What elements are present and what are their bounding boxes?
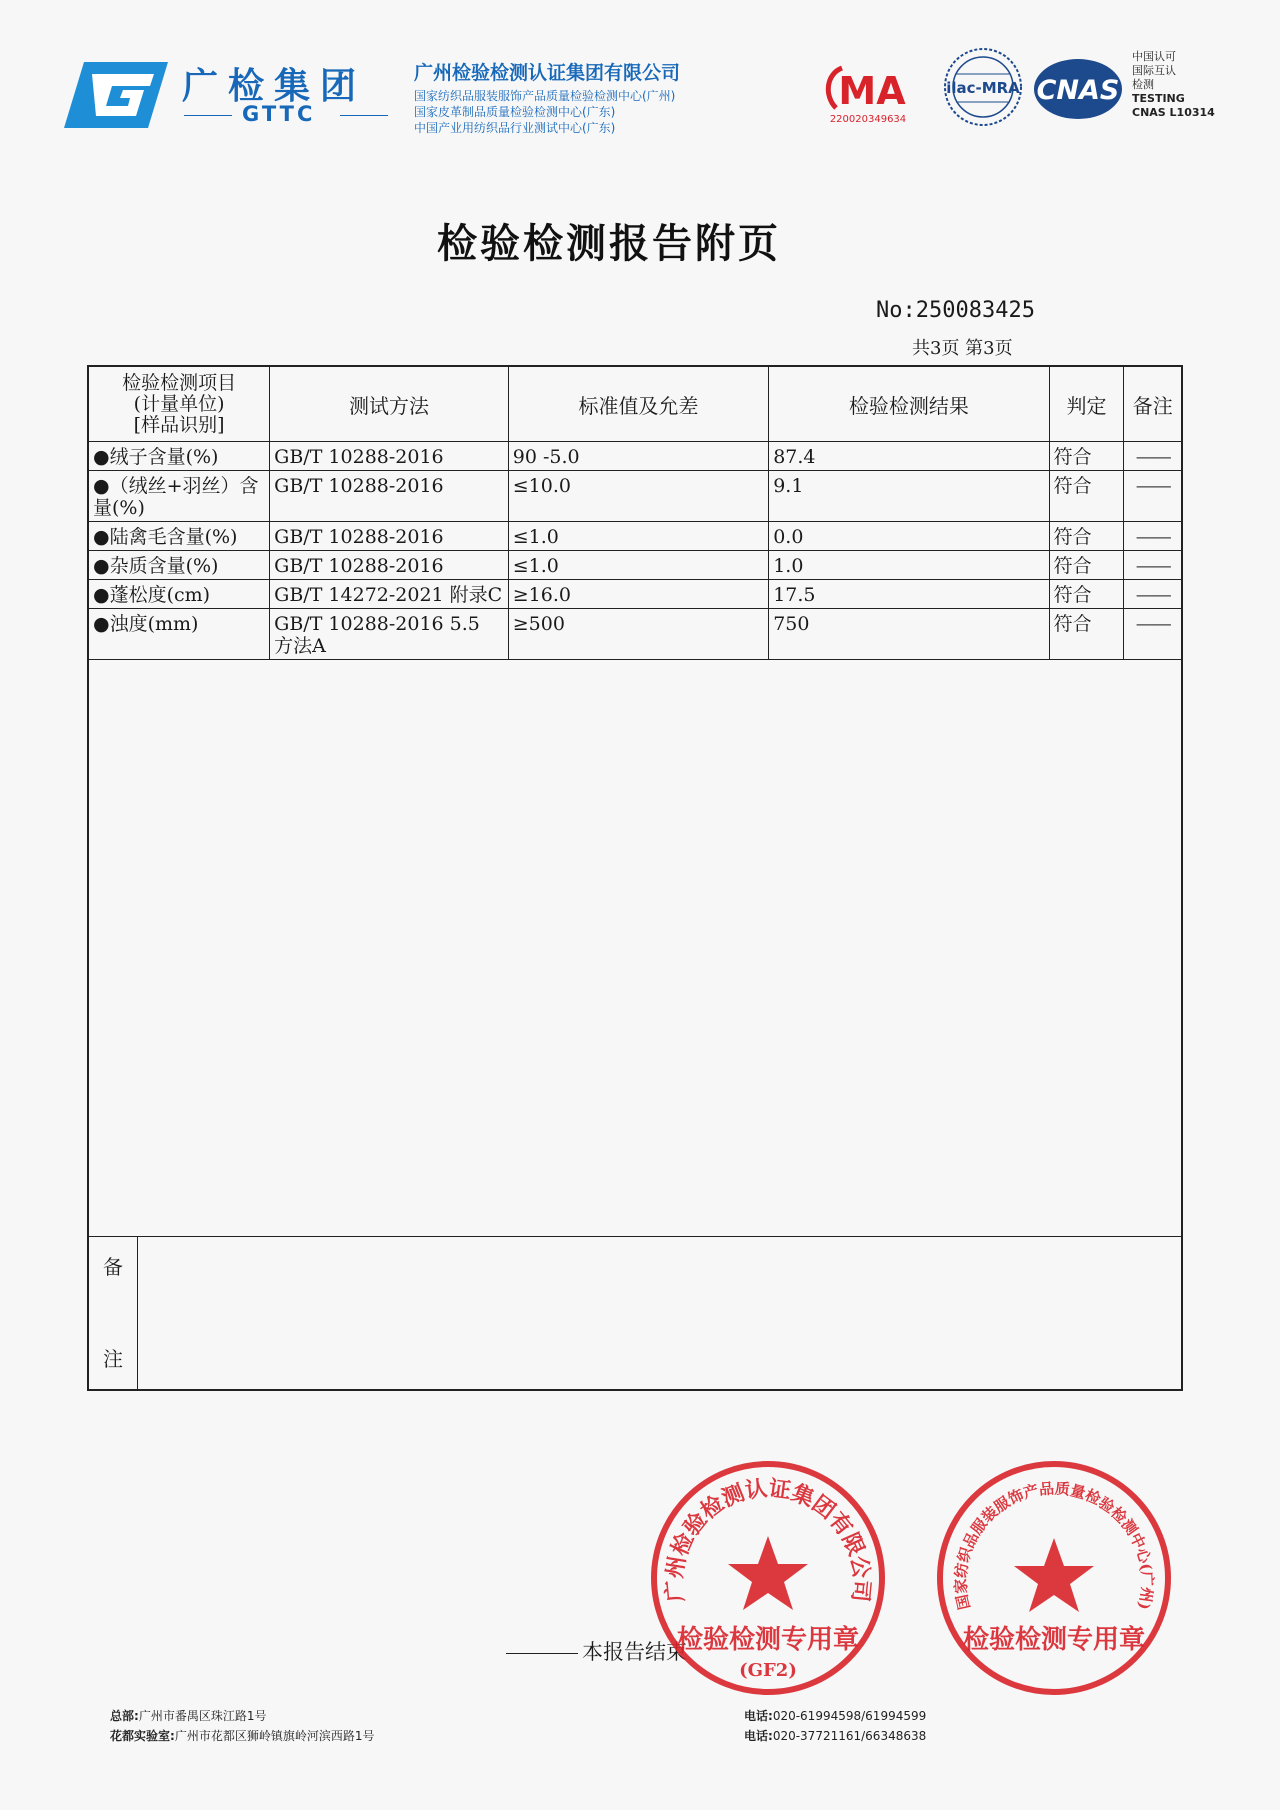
footer-hq — [110, 1706, 374, 1726]
cell-remark: —— — [1124, 609, 1182, 660]
stamp-2-star — [1014, 1538, 1094, 1612]
footer-phone-2-number: 020-37721161/66348638 — [772, 1729, 927, 1743]
cell-standard: 90 -5.0 — [508, 442, 768, 471]
notes-row — [88, 1237, 1182, 1391]
brand-name-cn: 广检集团 — [182, 66, 367, 107]
cell-standard: ≤1.0 — [508, 522, 768, 551]
company-sub-2: 国家皮革制品质量检验检测中心(广东) — [414, 105, 616, 119]
gttc-logo-icon — [62, 58, 170, 132]
cell-result: 9.1 — [769, 471, 1049, 522]
footer-huadu-address: 广州市花都区狮岭镇旗岭河滨西路1号 — [174, 1729, 375, 1743]
company-sub-1: 国家纺织品服装服饰产品质量检验检测中心(广州) — [414, 89, 676, 103]
footer-phone-label-1: 电话: — [744, 1709, 773, 1723]
cell-standard: ≤10.0 — [508, 471, 768, 522]
cert-line-1: 中国认可 — [1132, 50, 1176, 63]
header-item-line-3: [样品识别] — [133, 413, 225, 436]
cma-mark-icon — [818, 60, 918, 126]
brand-rule-left — [184, 115, 232, 116]
cell-method: GB/T 10288-2016 — [270, 522, 509, 551]
cell-result: 0.0 — [769, 522, 1049, 551]
table-row — [88, 471, 1182, 522]
header-method: 测试方法 — [270, 366, 509, 442]
cell-standard: ≤1.0 — [508, 551, 768, 580]
notes-label-top: 备 — [103, 1255, 123, 1279]
cell-method: GB/T 10288-2016 — [270, 551, 509, 580]
cell-item: ●（绒丝+羽丝）含量(%) — [88, 471, 270, 522]
header-standard: 标准值及允差 — [508, 366, 768, 442]
company-sub-3: 中国产业用纺织品行业测试中心(广东) — [414, 121, 616, 135]
cell-item: ●绒子含量(%) — [88, 442, 270, 471]
stamp-1-code: (GF2) — [739, 1660, 797, 1681]
cell-remark: —— — [1124, 471, 1182, 522]
cert-line-3: 检测 — [1132, 78, 1154, 91]
brand-name-en: GTTC — [242, 102, 316, 126]
table-row — [88, 580, 1182, 609]
notes-label — [89, 1237, 138, 1389]
stamp-1-star — [728, 1536, 808, 1610]
notes-label-bottom: 注 — [103, 1347, 123, 1371]
results-table — [87, 365, 1183, 1391]
stamp-2-ring-text: 国家纺织品服装服饰产品质量检验检测中心(广州) — [951, 1479, 1157, 1612]
cell-remark: —— — [1124, 442, 1182, 471]
report-number: No:250083425 — [876, 298, 1035, 323]
cert-number: CNAS L10314 — [1132, 106, 1215, 119]
header-item-line-1: 检验检测项目 — [122, 371, 237, 394]
footer-phone-label-2: 电话: — [744, 1729, 773, 1743]
footer-hq-address: 广州市番禺区珠江路1号 — [138, 1709, 267, 1723]
cell-method: GB/T 10288-2016 — [270, 442, 509, 471]
end-rule — [506, 1653, 578, 1654]
brand-name-en-block — [184, 102, 388, 128]
page-info: 共3页 第3页 — [912, 338, 1013, 359]
header-item-line-2: (计量单位) — [133, 392, 225, 415]
cnas-text: CNAS — [1036, 75, 1120, 106]
cell-result: 87.4 — [769, 442, 1049, 471]
table-row — [88, 551, 1182, 580]
header-remark: 备注 — [1124, 366, 1182, 442]
cert-info — [1132, 50, 1215, 120]
cell-judgement: 符合 — [1049, 522, 1124, 551]
cell-judgement: 符合 — [1049, 471, 1124, 522]
cell-item: ●杂质含量(%) — [88, 551, 270, 580]
table-blank-area — [88, 660, 1182, 1237]
cell-result: 1.0 — [769, 551, 1049, 580]
cell-standard: ≥500 — [508, 609, 768, 660]
table-row — [88, 522, 1182, 551]
stamp-1-center-text: 检验检测专用章 — [676, 1625, 860, 1655]
cell-item: ●陆禽毛含量(%) — [88, 522, 270, 551]
ilac-text: ilac-MRA — [946, 79, 1020, 97]
footer-addresses — [110, 1706, 374, 1746]
footer-phone-2 — [744, 1726, 926, 1746]
cell-standard: ≥16.0 — [508, 580, 768, 609]
notes-content — [138, 1237, 1182, 1389]
footer-phone-1-number: 020-61994598/61994599 — [772, 1709, 927, 1723]
cell-judgement: 符合 — [1049, 580, 1124, 609]
table-row — [88, 609, 1182, 660]
center-seal-stamp-icon — [934, 1458, 1174, 1698]
cma-text: MA — [838, 69, 906, 113]
stamp-2-center-text: 检验检测专用章 — [962, 1625, 1146, 1655]
footer-huadu — [110, 1726, 374, 1746]
company-seal-stamp-icon — [648, 1458, 888, 1698]
cert-testing: TESTING — [1132, 92, 1185, 105]
cell-method: GB/T 10288-2016 — [270, 471, 509, 522]
footer-phone-1 — [744, 1706, 926, 1726]
brand-rule-right — [340, 115, 388, 116]
cma-number: 220020349634 — [829, 114, 907, 125]
header-judgement: 判定 — [1049, 366, 1124, 442]
cell-item: ●浊度(mm) — [88, 609, 270, 660]
footer-phones — [744, 1706, 926, 1746]
table-row — [88, 442, 1182, 471]
company-name: 广州检验检测认证集团有限公司 — [414, 62, 681, 84]
cnas-mark-icon — [1032, 56, 1124, 122]
cell-remark: —— — [1124, 551, 1182, 580]
cell-judgement: 符合 — [1049, 442, 1124, 471]
cell-item: ●蓬松度(cm) — [88, 580, 270, 609]
header-item — [88, 366, 270, 442]
cell-result: 750 — [769, 609, 1049, 660]
stamp-1-ring-text: 广州检验检测认证集团有限公司 — [661, 1475, 875, 1604]
cell-remark: —— — [1124, 522, 1182, 551]
cell-result: 17.5 — [769, 580, 1049, 609]
ilac-mra-mark-icon — [942, 46, 1024, 128]
cell-method: GB/T 10288-2016 5.5 方法A — [270, 609, 509, 660]
notes-cell — [88, 1237, 1182, 1391]
footer-huadu-label: 花都实验室: — [110, 1729, 175, 1743]
notes-inner — [89, 1237, 1181, 1389]
cell-judgement: 符合 — [1049, 609, 1124, 660]
header-result: 检验检测结果 — [769, 366, 1049, 442]
footer-hq-label: 总部: — [110, 1709, 139, 1723]
table-header-row — [88, 366, 1182, 442]
report-end-text: 本报告结束 — [582, 1640, 687, 1664]
cell-method: GB/T 14272-2021 附录C — [270, 580, 509, 609]
company-block — [414, 58, 680, 136]
blank-cell — [88, 660, 1182, 1237]
page-title: 检验检测报告附页 — [437, 221, 781, 267]
cell-remark: —— — [1124, 580, 1182, 609]
cell-judgement: 符合 — [1049, 551, 1124, 580]
cert-line-2: 国际互认 — [1132, 64, 1176, 77]
